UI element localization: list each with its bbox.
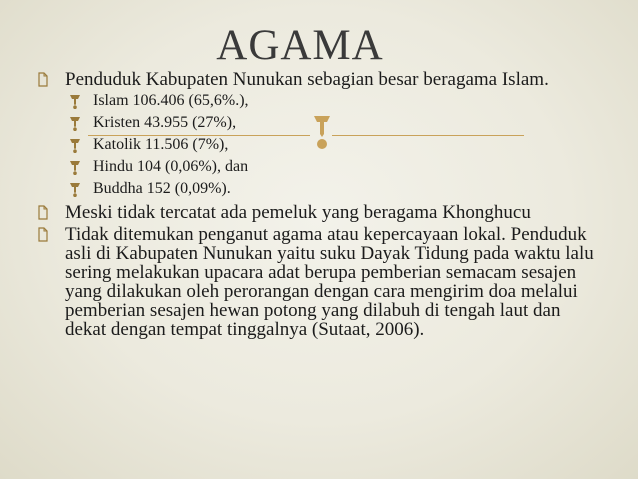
sub-bullet-text: Hindu 104 (0,06%), dan xyxy=(93,158,249,175)
ornament-bullet-icon xyxy=(69,182,81,197)
sub-bullet-item xyxy=(65,93,598,109)
bullet-text: Penduduk Kabupaten Nunukan sebagian besar beragama Islam. xyxy=(65,69,549,90)
sub-bullet-text: Buddha 152 (0,09%). xyxy=(93,180,231,197)
sub-bullet-text: Kristen 43.955 (27%), xyxy=(93,114,237,131)
bullet-item xyxy=(38,70,598,197)
slide-content xyxy=(38,70,598,342)
ornament-bullet-icon xyxy=(69,94,81,109)
sub-bullet-item xyxy=(65,137,598,153)
page-bullet-icon xyxy=(38,205,48,220)
sub-bullet-list xyxy=(65,93,598,197)
ornament-bullet-icon xyxy=(69,116,81,131)
sub-bullet-text: Islam 106.406 (65,6%.), xyxy=(93,92,249,109)
sub-bullet-item xyxy=(65,115,598,131)
sub-bullet-item xyxy=(65,181,598,197)
sub-bullet-text: Katolik 11.506 (7%), xyxy=(93,136,229,153)
slide-title: AGAMA xyxy=(216,22,384,69)
bullet-text: Tidak ditemukan penganut agama atau kepercayaan lokal. Penduduk asli di Kabupaten Nunukan yaitu suku Dayak Tidung pada waktu lalu sering melakukan upacara adat berupa pemberian semacam sesajen yang dilakukan oleh perorangan dengan cara mengirim doa melalui pemberian sesajen hewan potong yang dilabuh di tengah laut dan dekat dengan tempat tinggalnya (Sutaat, 2006). xyxy=(65,224,594,340)
page-bullet-icon xyxy=(38,227,48,242)
bullet-item xyxy=(38,225,598,339)
bullet-item xyxy=(38,203,598,222)
ornament-bullet-icon xyxy=(69,138,81,153)
ornament-bullet-icon xyxy=(69,160,81,175)
sub-bullet-item xyxy=(65,159,598,175)
bullet-text: Meski tidak tercatat ada pemeluk yang beragama Khonghucu xyxy=(65,202,531,223)
page-bullet-icon xyxy=(38,72,48,87)
